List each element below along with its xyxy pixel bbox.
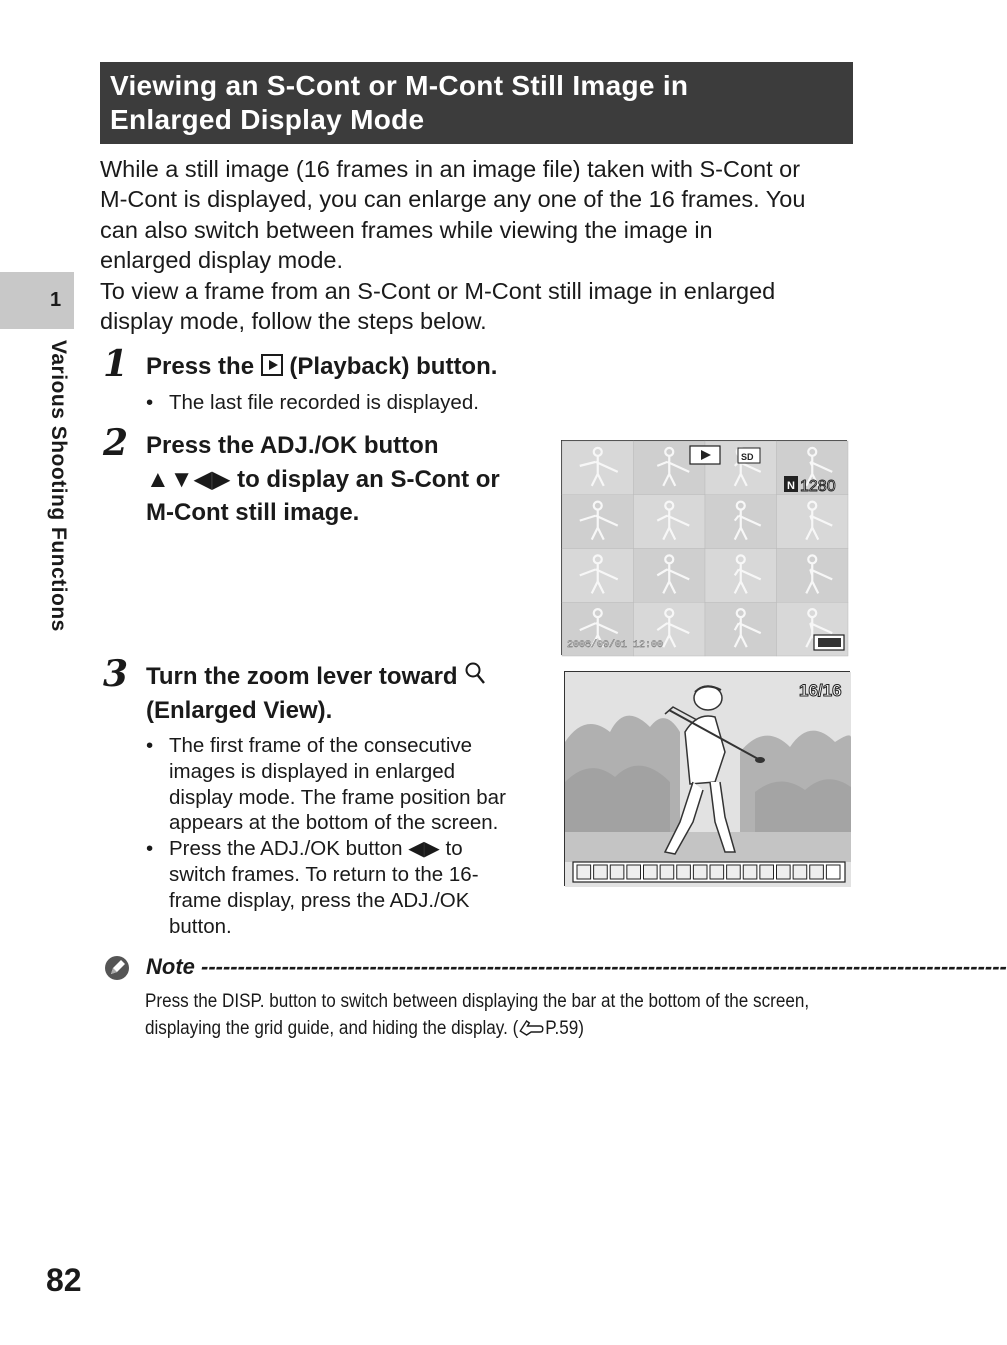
frame-cells: [562, 441, 848, 656]
bullet-line: • Press the ADJ./OK button ◀▶ to: [169, 837, 463, 861]
quality-n-icon-text: N: [787, 480, 795, 492]
enlarged-view-screen: [564, 671, 850, 886]
sixteen-frame-screen: [561, 440, 847, 655]
frame-counter: 16/16: [799, 681, 842, 700]
note-label: Note: [146, 954, 201, 979]
section-heading-line2: Enlarged Display Mode: [110, 104, 425, 135]
bullet-line: switch frames. To return to the 16-: [169, 862, 479, 886]
frame-position-cell: [777, 865, 791, 879]
date-time-label: 2008/09/01 12:00: [567, 640, 664, 651]
note-line-2-start: displaying the grid guide, and hiding the display. (: [145, 1018, 519, 1039]
bullet-line: frame display, press the ADJ./OK: [169, 888, 470, 912]
note-line-2: [145, 1015, 856, 1042]
frame-position-cell: [826, 865, 840, 879]
step-3-title-line2: (Enlarged View).: [146, 696, 333, 724]
note-heading: [146, 954, 1007, 982]
sd-card-icon-text: SD: [741, 452, 754, 462]
intro-line: display mode, follow the steps below.: [100, 308, 487, 335]
step-2-number: 2: [103, 422, 129, 464]
battery-level: [818, 638, 841, 647]
intro-line: While a still image (16 frames in an image file) taken with S-Cont or: [100, 156, 801, 182]
frame-position-cell: [644, 865, 658, 879]
step-1-title-start: Press the: [146, 353, 261, 380]
note-line-2-end: P.59): [545, 1018, 584, 1039]
step-3-bullets: [146, 733, 546, 939]
frame-position-cell: [760, 865, 774, 879]
page-number: 82: [46, 1262, 82, 1298]
frame-position-cell: [693, 865, 707, 879]
step-1-bullets: [146, 390, 546, 416]
frame-position-cell: [610, 865, 624, 879]
note-pencil-icon: [103, 954, 131, 982]
chapter-label: Various Shooting Functions: [47, 340, 70, 632]
step-3-title-line1: [146, 660, 546, 694]
note-text: [145, 988, 856, 1042]
frame-position-cell: [793, 865, 807, 879]
frame-position-cell: [594, 865, 608, 879]
step-2-title-line: ▲▼◀▶ to display an S-Cont or: [146, 465, 500, 493]
chapter-number: 1: [50, 289, 62, 311]
section-heading-line1: Viewing an S-Cont or M-Cont Still Image in: [110, 70, 689, 101]
step-2-title-line: Press the ADJ./OK button: [146, 432, 439, 459]
step-1-title-end: (Playback) button.: [282, 353, 498, 380]
image-size-label: 1280: [800, 478, 836, 495]
magnifier-icon: [464, 662, 486, 686]
frame-position-cell: [743, 865, 757, 879]
intro-line: can also switch between frames while viewing the image in: [100, 216, 713, 243]
chapter-tab: [0, 272, 74, 329]
bullet-line: appears at the bottom of the screen.: [169, 811, 499, 835]
frame-position-cell: [660, 865, 674, 879]
frame-position-cell: [810, 865, 824, 879]
step-3-number: 3: [103, 653, 129, 695]
bullet-line: display mode. The frame position bar: [169, 785, 506, 809]
list-item: [146, 836, 546, 939]
note-dashes: --------------------------------------------------------------------------------------------------------------: [201, 954, 1007, 979]
list-item: • The last file recorded is displayed.: [146, 390, 546, 416]
frame-position-cell: [727, 865, 741, 879]
step-1-number: 1: [103, 343, 129, 385]
frame-position-cell: [677, 865, 691, 879]
list-item: [146, 733, 546, 836]
enlarged-frame-illustration: [565, 672, 851, 887]
step-1-title: [146, 350, 497, 384]
playback-icon: [261, 354, 283, 376]
bullet-line: • The first frame of the consecutive: [169, 734, 473, 757]
step-3-title-start: Turn the zoom lever toward: [146, 663, 465, 690]
intro-text: [100, 154, 860, 336]
section-heading: [100, 62, 853, 144]
ground: [565, 832, 851, 862]
bullet-line: button.: [169, 914, 232, 938]
bullet-line: images is displayed in enlarged: [169, 759, 456, 783]
intro-line: enlarged display mode.: [100, 247, 343, 274]
sixteen-frame-grid: [562, 441, 848, 656]
step-3-title: [146, 660, 546, 727]
frame-position-cell: [627, 865, 641, 879]
intro-line: To view a frame from an S-Cont or M-Cont still image in enlarged: [100, 277, 776, 304]
reference-hand-icon: [518, 1017, 545, 1037]
note-line-1: Press the DISP. button to switch between displaying the bar at the bottom of the screen,: [145, 991, 810, 1012]
frame-position-cell: [577, 865, 591, 879]
frame-position-cell: [710, 865, 724, 879]
step-2-title-line: M-Cont still image.: [146, 499, 360, 526]
intro-line: M-Cont is displayed, you can enlarge any one of the 16 frames. You: [100, 186, 806, 213]
step-2-title: [146, 429, 546, 530]
